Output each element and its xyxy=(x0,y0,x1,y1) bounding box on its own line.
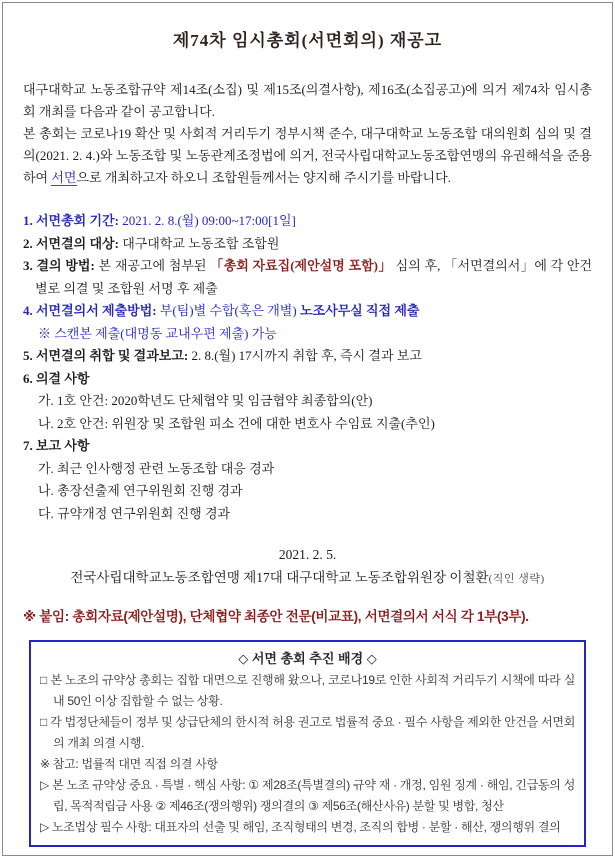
signature-seal-note: (직인 생략) xyxy=(488,573,545,585)
item-meeting-period xyxy=(23,210,592,233)
agenda-2 xyxy=(23,413,592,436)
item-3-label: 3. 결의 방법: xyxy=(23,258,95,273)
item-resolution-method xyxy=(23,255,592,300)
intro-text-3: 으로 개최하고자 하오니 조합원들께서는 양지해 주시기를 바랍니다. xyxy=(76,170,451,185)
agenda-2-text: 나. 2호 안건: 위원장 및 조합원 피소 건에 대한 변호사 수임료 지출(추인) xyxy=(38,415,435,431)
background-box xyxy=(29,640,586,847)
box-reference-note: ※ 참고: 법률적 대면 직접 의결 사항 xyxy=(40,757,218,771)
item-3-highlight: 「총회 자료집(제안설명 포함)」 xyxy=(210,258,392,273)
report-3 xyxy=(23,503,592,526)
page-title: 제74차 임시총회(서면회의) 재공고 xyxy=(172,31,443,50)
seomyeon-highlight: 서면 xyxy=(51,170,77,185)
intro-text-1: 대구대학교 노동조합규약 제14조(소집) 및 제15조(의결사항), 제16조(소집공고)에 의거 제74차 임시총회 개최를 다음과 같이 공고합니다. xyxy=(23,82,592,119)
box-detail-2: ▷ 노조법상 필수 사항: 대표자의 선출 및 해임, 조직형태의 변경, 조직의 합병 · 분할 · 해산, 쟁의행위 결의 xyxy=(40,820,561,834)
item-resolution-matters xyxy=(23,368,592,391)
agenda-1-text: 가. 1호 안건: 2020학년도 단체협약 및 임금협약 최종합의(안) xyxy=(38,393,373,408)
item-4-bold-text: 노조사무실 직접 제출 xyxy=(299,303,420,318)
notice-item-list xyxy=(23,210,592,525)
item-result-report xyxy=(23,345,592,368)
box-item-2: □ 각 법정단체들이 정부 및 상급단체의 한시적 허용 권고로 법률적 중요 · 필수 사항을 제외한 안건을 서면회의 개최 의결 시행. xyxy=(40,715,575,750)
item-3-text-2: 심의 후, 「서면결의서」에 각 안건별로 의결 및 조합원 서명 후 제출 xyxy=(35,258,593,296)
signature-line xyxy=(23,566,592,591)
item-2-text: 대구대학교 노동조합 조합원 xyxy=(118,235,280,251)
item-7-label: 7. 보고 사항 xyxy=(23,438,90,453)
report-1-text: 가. 최근 인사행정 관련 노동조합 대응 경과 xyxy=(38,460,275,476)
agenda-1 xyxy=(23,390,592,413)
attachment-note: ※ 붙임: 총회자료(제안설명), 단체협약 최종안 전문(비교표), 서면결의서 서식 각 1부(3부). xyxy=(23,609,529,624)
item-4-text: 부(팀)별 수합(혹은 개별) xyxy=(156,303,300,318)
box-item-1: □ 본 노조의 규약상 총회는 집합 대면으로 진행해 왔으나, 코로나19로 인한 사회적 거리두기 시책에 따라 실내 50인 이상 집합할 수 없는 상황. xyxy=(40,673,575,708)
item-5-text: 2. 8.(월) 17시까지 취합 후, 즉시 결과 보고 xyxy=(188,348,422,363)
report-2-text: 나. 총장선출제 연구위원회 진행 경과 xyxy=(38,483,243,498)
report-3-text: 다. 규약개정 연구위원회 진행 경과 xyxy=(38,505,231,521)
intro-text-2: 본 총회는 코로나19 확산 및 사회적 거리두기 정부시책 준수, 대구대학교 노동조합 대의원회 심의 및 결의(2021. 2. 4.)와 노동조합 및 노동관계조정법에 의거, 전국사립대학교노동조합연맹의 유권해석을 준용하여 xyxy=(23,126,592,185)
item-6-label: 6. 의결 사항 xyxy=(23,370,90,386)
item-5-label: 5. 서면결의 취합 및 결과보고: xyxy=(23,348,189,363)
box-detail-1: ▷ 본 노조 규약상 중요 · 특별 · 핵심 사항: ① 제28조(특별결의) 규약 재 · 개정, 임원 징계 · 해임, 긴급동의 성립, 목적적립금 사용 ② 제46조(쟁의행위) 쟁의결의 ③ 제56조(해산사유) 분할 및 병합, 청산 xyxy=(40,778,575,813)
item-3-text-1: 본 재공고에 첨부된 xyxy=(94,258,211,273)
intro-paragraph-2 xyxy=(23,123,592,189)
item-4-label: 4. 서면결의서 제출방법: xyxy=(23,303,157,318)
date-line: 2021. 2. 5. xyxy=(278,547,337,562)
signature-main: 전국사립대학교노동조합연맹 제17대 대구대학교 노동조합위원장 이철환 xyxy=(70,570,489,585)
item-report-matters xyxy=(23,435,592,458)
item-1-label: 1. 서면총회 기간: xyxy=(23,213,119,228)
intro-paragraph-1 xyxy=(23,79,592,123)
item-1-text: 2021. 2. 8.(월) 09:00~17:00[1일] xyxy=(118,213,296,228)
report-2 xyxy=(23,480,592,503)
item-scan-note xyxy=(23,323,592,346)
item-submission-method xyxy=(23,300,592,323)
item-2-label: 2. 서면결의 대상: xyxy=(23,235,119,251)
item-voting-target xyxy=(23,233,592,256)
box-heading: ◇ 서면 총회 추진 배경 ◇ xyxy=(238,651,377,666)
report-1 xyxy=(23,458,592,481)
item-4-note: ※ 스캔본 제출(대명동 교내우편 제출) 가능 xyxy=(38,325,277,341)
